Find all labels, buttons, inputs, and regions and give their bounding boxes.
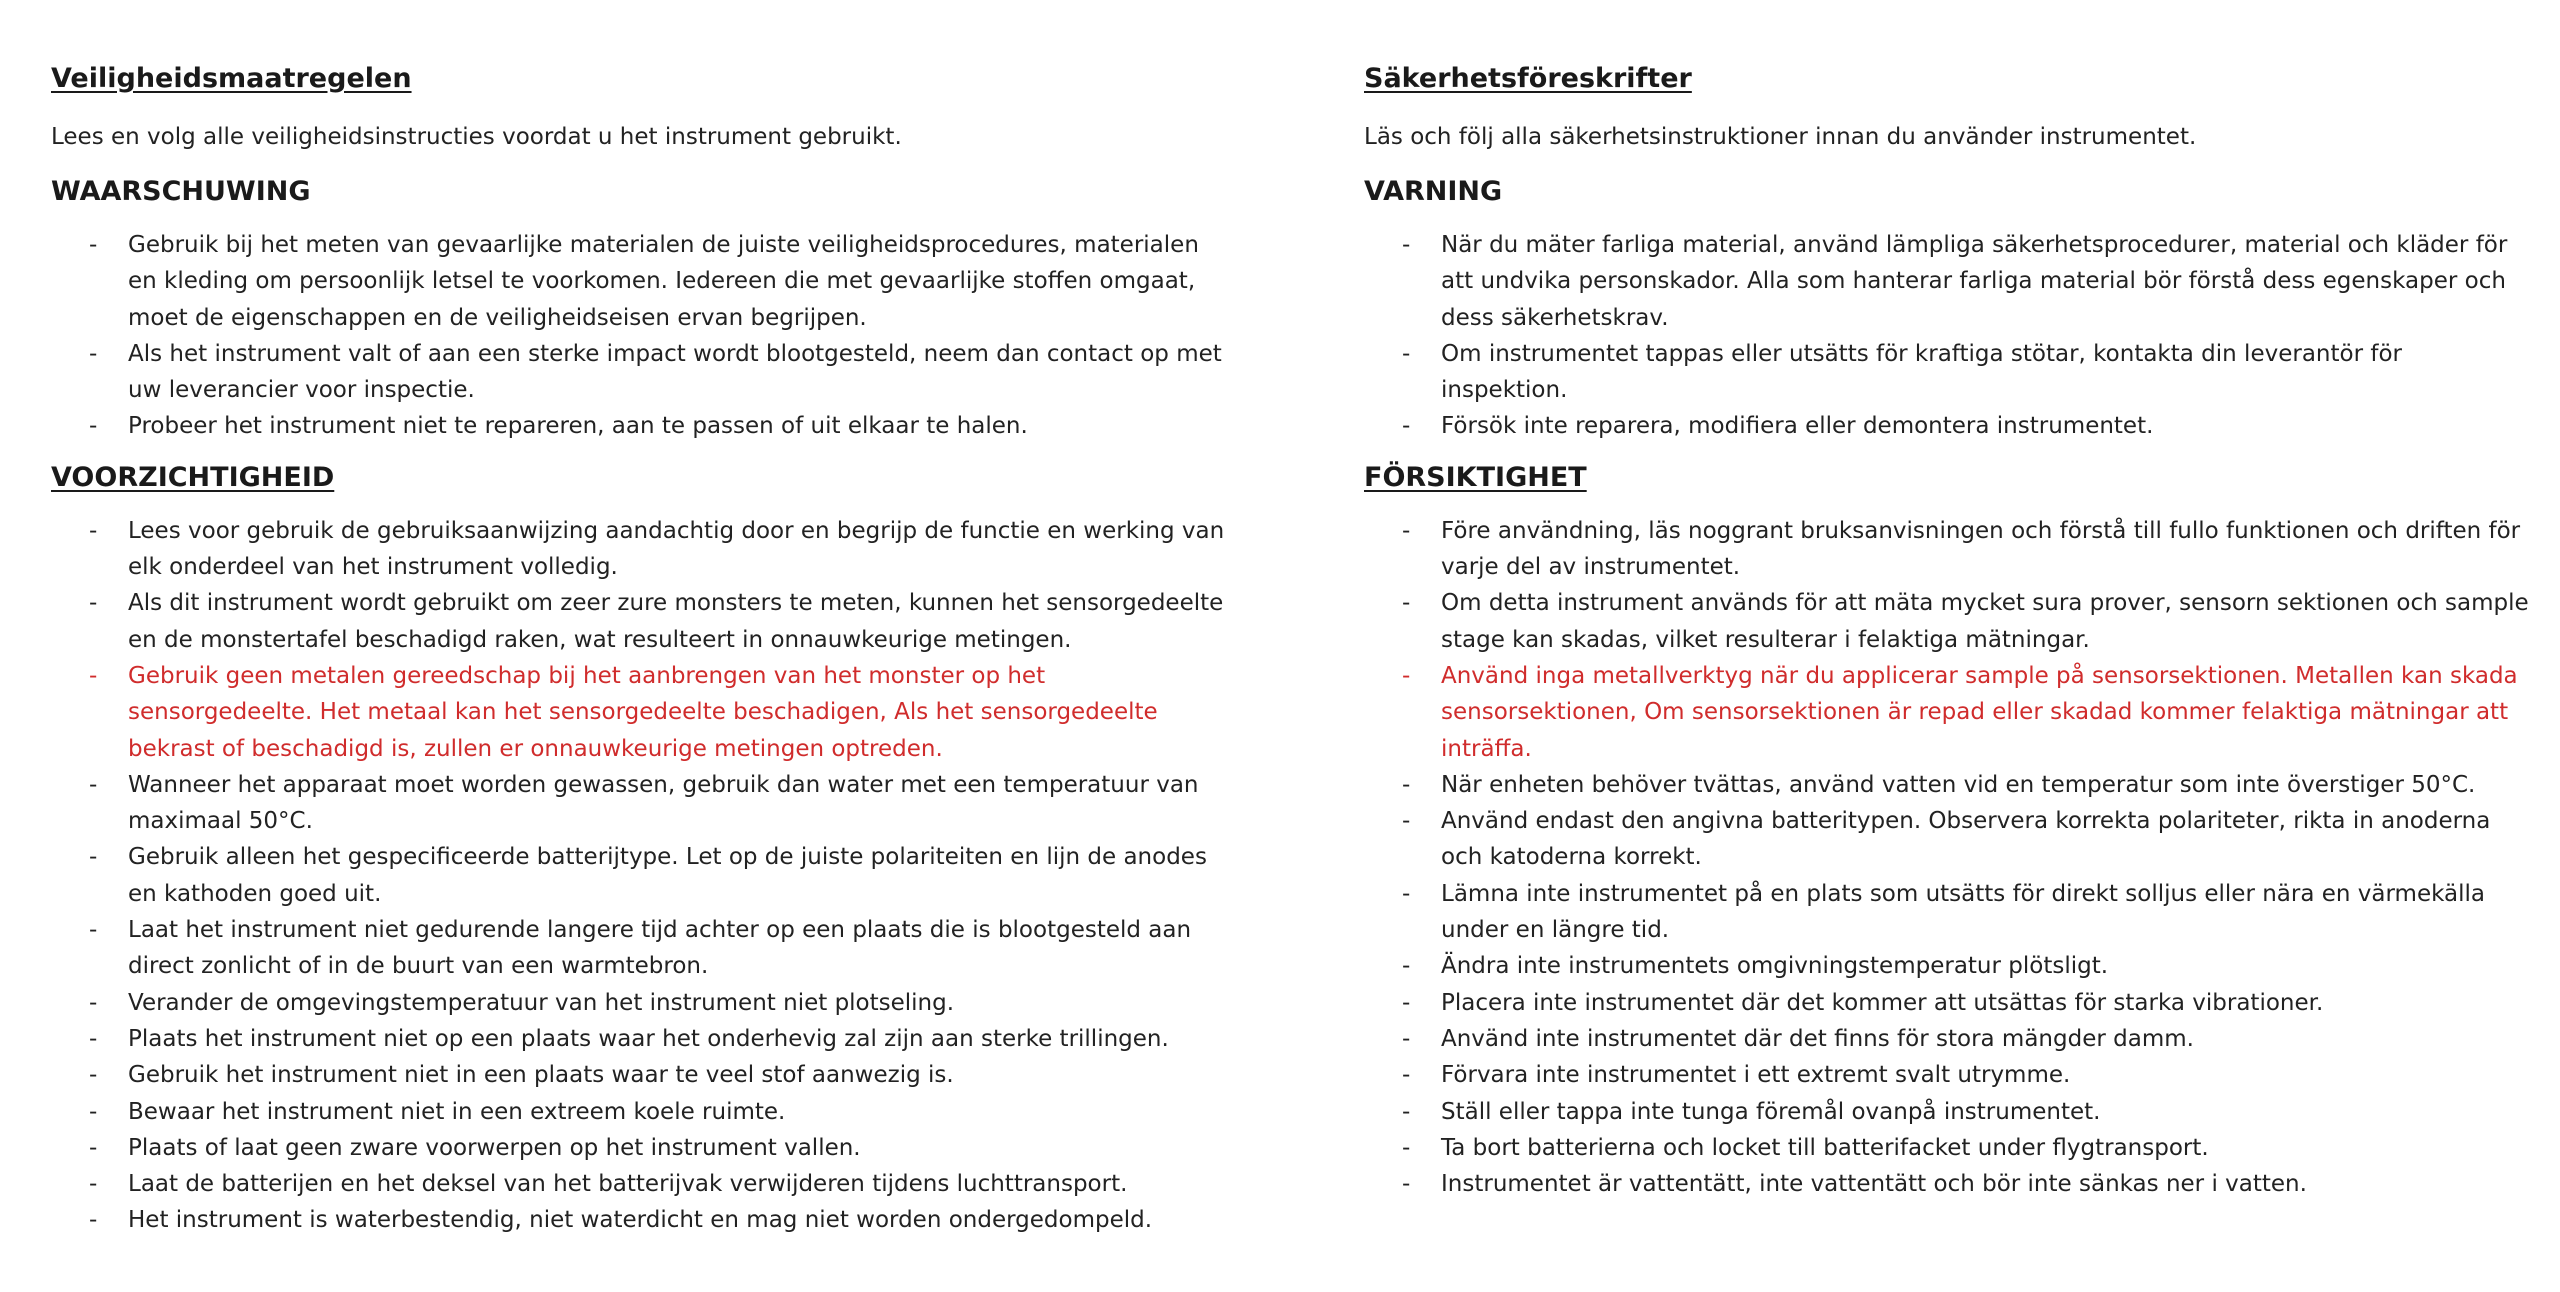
dash-marker: - bbox=[89, 662, 98, 689]
list-item: - Använd inte instrumentet där det finns för stora mängder damm. bbox=[1364, 1021, 2534, 1057]
list-item: - Lees voor gebruik de gebruiksaanwijzing aandachtig door en begrijp de functie en werking van elk onderdeel van het instrument volledig. bbox=[51, 513, 1231, 586]
dash-marker: - bbox=[89, 1171, 98, 1198]
list-item: - Ta bort batterierna och locket till batterifacket under flygtransport. bbox=[1364, 1130, 2534, 1166]
list-item: - När du mäter farliga material, använd lämpliga säkerhetsprocedurer, material och kläder för att undvika personskador. Alla som hanterar farliga material bör förstå dess egenskaper och dess säkerhetskrav. bbox=[1364, 227, 2534, 336]
dash-marker: - bbox=[89, 1134, 98, 1161]
highlighted-list-item: - Använd inga metallverktyg när du applicerar sample på sensorsektionen. Metallen kan skada sensorsektionen, Om sensorsektionen är repad eller skadad kommer felaktiga mätningar att inträffa. bbox=[1364, 658, 2534, 767]
dash-marker: - bbox=[89, 844, 98, 871]
list-item: - Het instrument is waterbestendig, niet waterdicht en mag niet worden ondergedompeld. bbox=[51, 1202, 1231, 1238]
highlighted-list-item: - Gebruik geen metalen gereedschap bij het aanbrengen van het monster op het sensorgedeelte. Het metaal kan het sensorgedeelte beschadigen, Als het sensorgedeelte bekrast of beschadigd is, zullen er onnauwkeurige metingen optreden. bbox=[51, 658, 1231, 767]
swedish-title: Säkerhetsföreskrifter bbox=[1364, 63, 1692, 94]
dash-marker: - bbox=[1402, 808, 1411, 835]
dash-marker: - bbox=[1402, 340, 1411, 367]
dash-marker: - bbox=[1402, 517, 1411, 544]
list-item: - Förvara inte instrumentet i ett extremt svalt utrymme. bbox=[1364, 1057, 2534, 1093]
swedish-column bbox=[1364, 60, 2534, 1216]
list-item: - Laat de batterijen en het deksel van het batterijvak verwijderen tijdens luchttransport. bbox=[51, 1166, 1231, 1202]
dash-marker: - bbox=[1402, 1062, 1411, 1089]
dash-marker: - bbox=[1402, 1025, 1411, 1052]
dash-marker: - bbox=[89, 1062, 98, 1089]
swedish-caution-heading: FÖRSIKTIGHET bbox=[1364, 461, 1587, 493]
dash-marker: - bbox=[89, 917, 98, 944]
list-item: - Gebruik bij het meten van gevaarlijke materialen de juiste veiligheidsprocedures, materialen en kleding om persoonlijk letsel te voorkomen. Iedereen die met gevaarlijke stoffen omgaat, moet de eigenschappen en de veiligheidseisen ervan begrijpen. bbox=[51, 227, 1231, 336]
dash-marker: - bbox=[89, 989, 98, 1016]
list-item: - Plaats het instrument niet op een plaats waar het onderhevig zal zijn aan sterke trillingen. bbox=[51, 1021, 1231, 1057]
dash-marker: - bbox=[89, 413, 98, 440]
list-item: - Plaats of laat geen zware voorwerpen op het instrument vallen. bbox=[51, 1130, 1231, 1166]
swedish-warning-heading: VARNING bbox=[1364, 176, 1503, 207]
dash-marker: - bbox=[1402, 662, 1411, 689]
list-item: - Gebruik het instrument niet in een plaats waar te veel stof aanwezig is. bbox=[51, 1057, 1231, 1093]
dutch-intro: Lees en volg alle veiligheidsinstructies voordat u het instrument gebruikt. bbox=[51, 124, 902, 150]
list-item: - Om detta instrument används för att mäta mycket sura prover, sensorn sektionen och sample stage kan skadas, vilket resulterar i felaktiga mätningar. bbox=[1364, 585, 2534, 658]
dash-marker: - bbox=[89, 1098, 98, 1125]
list-item: - Probeer het instrument niet te repareren, aan te passen of uit elkaar te halen. bbox=[51, 408, 1231, 444]
dash-marker: - bbox=[1402, 771, 1411, 798]
list-item: - Använd endast den angivna batteritypen. Observera korrekta polariteter, rikta in anoderna och katoderna korrekt. bbox=[1364, 803, 2534, 876]
list-item: - Placera inte instrumentet där det kommer att utsättas för starka vibrationer. bbox=[1364, 985, 2534, 1021]
list-item: - Om instrumentet tappas eller utsätts för kraftiga stötar, kontakta din leverantör för inspektion. bbox=[1364, 336, 2534, 409]
list-item: - Gebruik alleen het gespecificeerde batterijtype. Let op de juiste polariteiten en lijn de anodes en kathoden goed uit. bbox=[51, 839, 1231, 912]
list-item: - Als het instrument valt of aan een sterke impact wordt blootgesteld, neem dan contact op met uw leverancier voor inspectie. bbox=[51, 336, 1231, 409]
list-item: - Laat het instrument niet gedurende langere tijd achter op een plaats die is blootgesteld aan direct zonlicht of in de buurt van een warmtebron. bbox=[51, 912, 1231, 985]
list-item: - Före användning, läs noggrant bruksanvisningen och förstå till fullo funktionen och driften för varje del av instrumentet. bbox=[1364, 513, 2534, 586]
list-item: - Lämna inte instrumentet på en plats som utsätts för direkt solljus eller nära en värmekälla under en längre tid. bbox=[1364, 876, 2534, 949]
list-item: - Ställ eller tappa inte tunga föremål ovanpå instrumentet. bbox=[1364, 1094, 2534, 1130]
list-item: - Instrumentet är vattentätt, inte vattentätt och bör inte sänkas ner i vatten. bbox=[1364, 1166, 2534, 1202]
dash-marker: - bbox=[1402, 1098, 1411, 1125]
swedish-caution-list bbox=[1364, 513, 2534, 1203]
dash-marker: - bbox=[89, 517, 98, 544]
dash-marker: - bbox=[1402, 989, 1411, 1016]
dash-marker: - bbox=[89, 1207, 98, 1234]
list-item: - Bewaar het instrument niet in een extreem koele ruimte. bbox=[51, 1094, 1231, 1130]
list-item: - Ändra inte instrumentets omgivningstemperatur plötsligt. bbox=[1364, 948, 2534, 984]
dash-marker: - bbox=[1402, 880, 1411, 907]
swedish-warning-list bbox=[1364, 227, 2534, 445]
dutch-warning-heading: WAARSCHUWING bbox=[51, 176, 311, 207]
dutch-column bbox=[51, 60, 1231, 1253]
list-item: - Wanneer het apparaat moet worden gewassen, gebruik dan water met een temperatuur van maximaal 50°C. bbox=[51, 767, 1231, 840]
list-item: - Als dit instrument wordt gebruikt om zeer zure monsters te meten, kunnen het sensorgedeelte en de monstertafel beschadigd raken, wat resulteert in onnauwkeurige metingen. bbox=[51, 585, 1231, 658]
dash-marker: - bbox=[1402, 1171, 1411, 1198]
dash-marker: - bbox=[89, 1025, 98, 1052]
list-item: - Verander de omgevingstemperatuur van het instrument niet plotseling. bbox=[51, 985, 1231, 1021]
dash-marker: - bbox=[1402, 953, 1411, 980]
dutch-caution-list bbox=[51, 513, 1231, 1239]
list-item: - Försök inte reparera, modifiera eller demontera instrumentet. bbox=[1364, 408, 2534, 444]
dutch-title: Veiligheidsmaatregelen bbox=[51, 63, 412, 94]
dash-marker: - bbox=[1402, 413, 1411, 440]
dutch-caution-heading: VOORZICHTIGHEID bbox=[51, 461, 335, 493]
swedish-intro: Läs och följ alla säkerhetsinstruktioner innan du använder instrumentet. bbox=[1364, 124, 2197, 150]
dash-marker: - bbox=[1402, 1134, 1411, 1161]
dash-marker: - bbox=[89, 340, 98, 367]
dash-marker: - bbox=[1402, 232, 1411, 258]
list-item: - När enheten behöver tvättas, använd vatten vid en temperatur som inte överstiger 50°C. bbox=[1364, 767, 2534, 803]
dash-marker: - bbox=[89, 590, 98, 617]
dutch-warning-list bbox=[51, 227, 1231, 445]
dash-marker: - bbox=[89, 232, 98, 258]
dash-marker: - bbox=[89, 771, 98, 798]
dash-marker: - bbox=[1402, 590, 1411, 617]
